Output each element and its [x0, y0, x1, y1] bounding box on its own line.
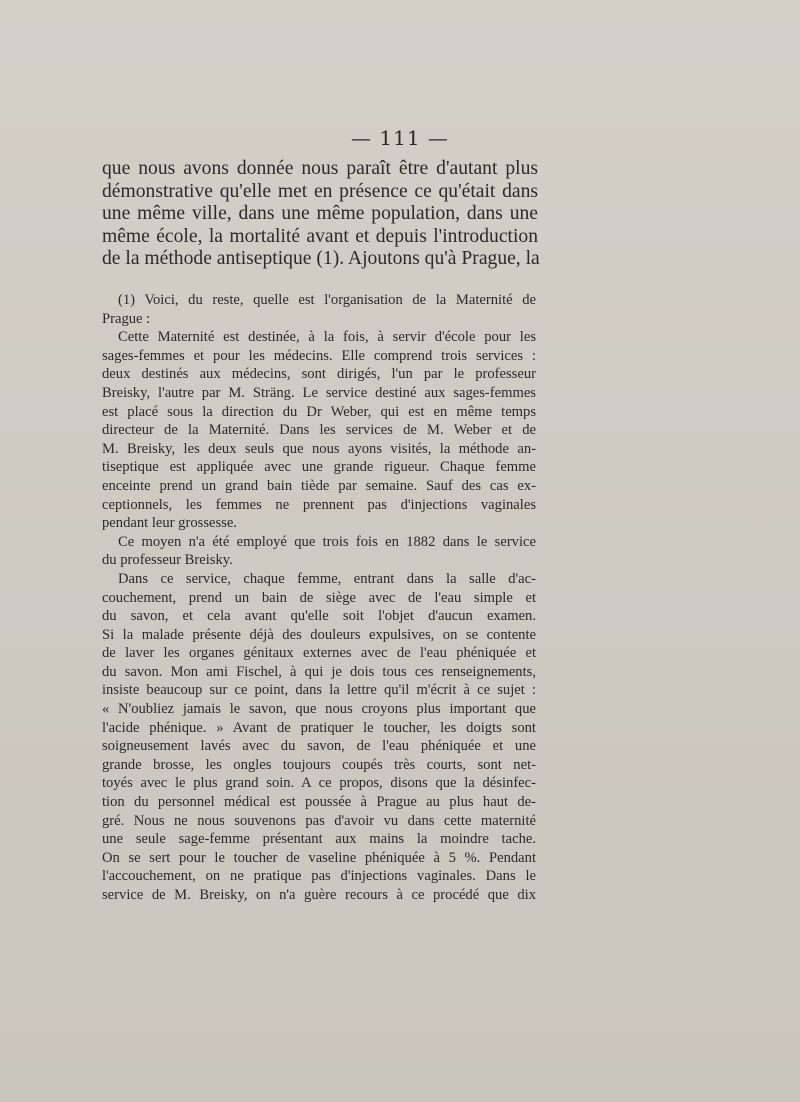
footnote-line: tion du personnel médical est poussée à Prague au plus haut de-	[102, 794, 536, 811]
footnote-line: insiste beaucoup sur ce point, dans la lettre qu'il m'écrit à ce sujet :	[102, 682, 536, 699]
footnote-line: (1) Voici, du reste, quelle est l'organisation de la Maternité de	[118, 292, 536, 308]
main-text	[102, 158, 538, 271]
page-number: — 111 —	[351, 126, 449, 150]
footnote-line: gré. Nous ne nous souvenons pas d'avoir vu dans cette maternité	[102, 812, 536, 829]
main-text-line: que nous avons donnée nous paraît être d'autant plus	[102, 158, 538, 179]
main-text-line: même école, la mortalité avant et depuis l'introduction	[102, 225, 538, 247]
footnote-line: deux destinés aux médecins, sont dirigés, l'un par le professeur	[102, 366, 536, 383]
footnote-line: l'acide phénique. » Avant de pratiquer le toucher, les doigts sont	[102, 719, 536, 736]
footnote-line: soigneusement lavés avec du savon, de l'eau phéniquée et une	[102, 738, 536, 755]
footnote-line: du savon, et cela avant qu'elle soit l'objet d'aucun examen.	[102, 608, 536, 625]
footnote-line: Cette Maternité est destinée, à la fois, à servir d'école pour les	[118, 329, 536, 346]
footnote-line: « N'oubliez jamais le savon, que nous croyons plus important que	[102, 701, 536, 718]
footnote-line: Ce moyen n'a été employé que trois fois en 1882 dans le service	[118, 533, 536, 550]
footnote-line: grande brosse, les ongles toujours coupés très courts, sont net-	[102, 756, 536, 773]
footnote-line: Prague :	[102, 310, 151, 327]
footnote-line: sages-femmes et pour les médecins. Elle comprend trois services :	[102, 347, 536, 364]
footnote-line: ceptionnels, les femmes ne prennent pas d'injections vaginales	[102, 496, 536, 513]
footnote-line: une seule sage-femme présentant aux mains la moindre tache.	[102, 831, 536, 848]
footnote-line: couchement, prend un bain de siège avec de l'eau simple et	[102, 589, 536, 606]
footnote-line: Breisky, l'autre par M. Sträng. Le service destiné aux sages-femmes	[102, 384, 536, 401]
main-text-line: une même ville, dans une même population, dans une	[102, 203, 538, 224]
footnote-line: du professeur Breisky.	[102, 552, 233, 569]
footnote-block	[102, 291, 536, 905]
footnote-line: enceinte prend un grand bain tiède par semaine. Sauf des cas ex-	[102, 477, 536, 494]
footnote-line: Si la malade présente déjà des douleurs expulsives, on se contente	[102, 626, 536, 643]
footnote-line: est placé sous la direction du Dr Weber, qui est en même temps	[102, 403, 536, 420]
footnote-line: tiseptique est appliquée avec une grande rigueur. Chaque femme	[102, 459, 536, 476]
footnote-line: toyés avec le plus grand soin. A ce propos, disons que la désinfec-	[102, 775, 536, 792]
footnote-line: pendant leur grossesse.	[102, 515, 237, 532]
footnote-line: du savon. Mon ami Fischel, à qui je dois tous ces renseignements,	[102, 663, 536, 680]
footnote-line: M. Breisky, les deux seuls que nous ayons visités, la méthode an-	[102, 440, 536, 457]
main-text-line: de la méthode antiseptique (1). Ajoutons qu'à Prague, la	[102, 248, 540, 269]
footnote-line: On se sert pour le toucher de vaseline phéniquée à 5 %. Pendant	[102, 849, 536, 866]
footnote-line: directeur de la Maternité. Dans les services de M. Weber et de	[102, 422, 536, 439]
footnote-line: de laver les organes génitaux externes avec de l'eau phéniquée et	[102, 645, 536, 662]
main-text-line: démonstrative qu'elle met en présence ce qu'était dans	[102, 180, 538, 202]
footnote-line: Dans ce service, chaque femme, entrant dans la salle d'ac-	[118, 570, 536, 587]
footnote-line: l'accouchement, on ne pratique pas d'injections vaginales. Dans le	[102, 868, 536, 885]
footnote-line: service de M. Breisky, on n'a guère recours à ce procédé que dix	[102, 887, 536, 903]
